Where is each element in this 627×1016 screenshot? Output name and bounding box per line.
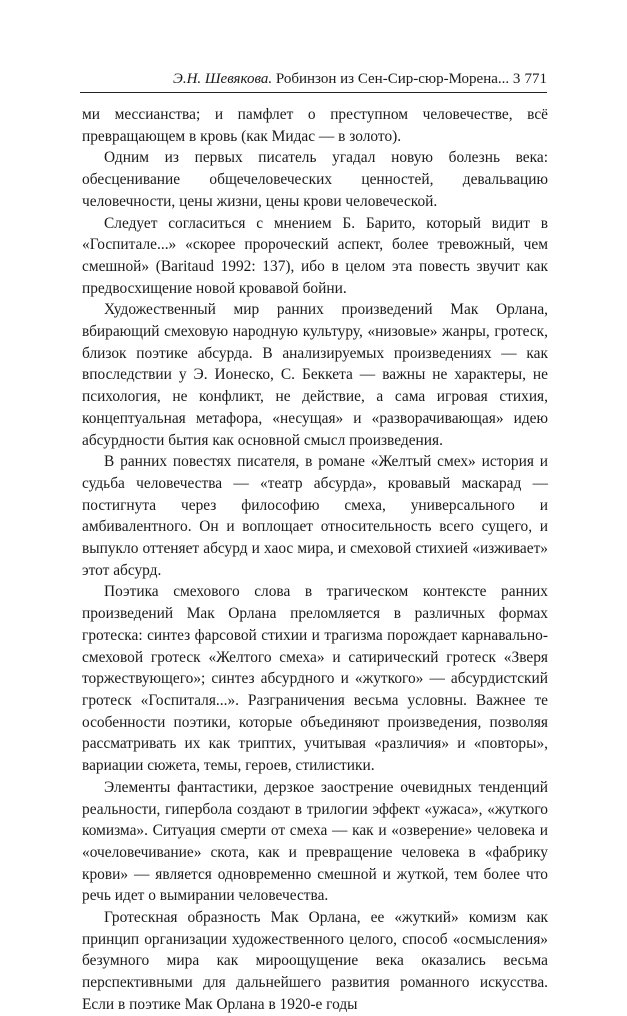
paragraph-6: Поэтика смехового слова в трагическом контексте ранних произведений Мак Орлана преломляется в различных формах гротеска: синтез фарсовой стихии и трагизма порождает карнавально-смеховой гротеск «Желтого смеха» и сатирический гротеск «Зверя торжествующего»; синтез абсурдного и «жуткого» — абсурдистский гротеск «Госпиталя...». Разграничения весьма условны. Важнее те особенности поэтики, которые объединяют произведения, позволяя рассматривать их как триптих, учитывая «различия» и «повторы», вариации сюжета, темы, героев, стилистики. — [82, 583, 548, 775]
paragraph-8: Гротескная образность Мак Орлана, ее «жуткий» комизм как принцип организации художественного целого, способ «осмысления» безумного мира как мироощущение века оказались весьма перспективными для дальнейшего развития романного искусства. Если в поэтике Мак Орлана в 1920-е годы — [82, 909, 548, 1013]
paragraph-3: Следует согласиться с мнением Б. Барито, который видит в «Госпитале...» «скорее пророческий аспект, более тревожный, чем смешной» (Baritaud 1992: 137), ибо в целом эта повесть звучит как предвосхищение новой кровавой бойни. — [82, 214, 548, 297]
paragraph-5: В ранних повестях писателя, в романе «Желтый смех» история и судьба человечества — «театр абсурда», кровавый маскарад — постигнута через философию смеха, универсального и амбивалентного. Он и воплощает относительность всего сущего, и выпукло оттеняет абсурд и хаос мира, и смеховой стихией «изживает» этот абсурд. — [82, 453, 548, 579]
running-head — [80, 70, 547, 93]
body-text — [82, 104, 548, 1016]
paragraph-7: Элементы фантастики, дерзкое заострение очевидных тенденций реальности, гипербола создают в трилогии эффект «ужаса», «жуткого комизма». Ситуация смерти от смеха — как и «озверение» человека и «очеловечивание» скота, как и превращение человека в «фабрику крови» — является одновременно смешной и жуткой, тем более что речь идет о вымирании человечества. — [82, 778, 548, 905]
running-head-work-title: Робинзон из Сен-Сир-сюр-Морена... 3 — [272, 71, 521, 87]
paragraph-1: ми мессианства; и памфлет о преступном человечестве, всё превращающем в кровь (как Мидас — в золото). — [82, 106, 548, 145]
running-head-title — [173, 70, 520, 88]
running-head-author: Э.Н. Шевякова. — [173, 71, 273, 87]
paragraph-4: Художественный мир ранних произведений Мак Орлана, вбирающий смеховую народную культуру, «низовые» жанры, гротеск, близок поэтике абсурда. В анализируемых произведениях — как впоследствии у Э. Ионеско, С. Беккета — важны не характеры, не психология, не конфликт, не действие, а сама игровая стихия, концептуальная метафора, «несущая» и «разворачивающая» идею абсурдности бытия как основной смысл произведения. — [82, 301, 548, 449]
paragraph-2: Одним из первых писатель угадал новую болезнь века: обесценивание общечеловеческих ценностей, девальвацию человечности, цены жизни, цены крови человеческой. — [82, 149, 548, 210]
page-number: 771 — [524, 71, 547, 87]
